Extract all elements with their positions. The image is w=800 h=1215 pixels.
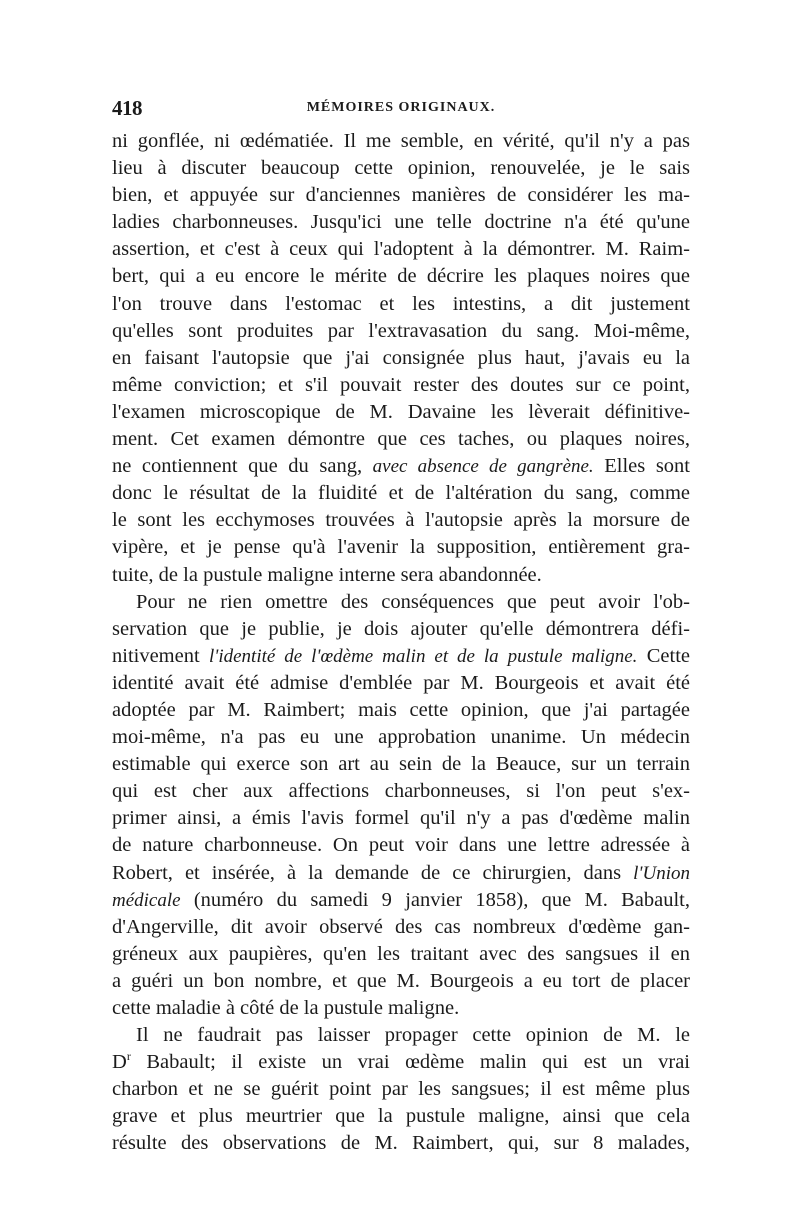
text-line: de nature charbonneuse. On peut voir dans une lettre adressée à <box>112 834 690 857</box>
text-line: assertion, et c'est à ceux qui l'adoptent à la démontrer. M. Raim- <box>112 238 690 261</box>
text-line: charbon et ne se guérit point par les sangsues; il est même plus <box>112 1078 690 1101</box>
text-line: grave et plus meurtrier que la pustule maligne, ainsi que cela <box>112 1105 690 1128</box>
text-line: servation que je publie, je dois ajouter qu'elle démontrera défi- <box>112 617 690 640</box>
text-line: moi-même, n'a pas eu une approbation unanime. Un médecin <box>112 726 690 749</box>
text-line: adoptée par M. Raimbert; mais cette opinion, que j'ai partagée <box>112 698 690 721</box>
page-header <box>112 96 690 124</box>
italic-phrase: l'identité de l'œdème malin et de la pustule maligne. <box>209 645 638 667</box>
text-line: estimable qui exerce son art au sein de la Beauce, sur un terrain <box>112 753 690 776</box>
text-line: identité avait été admise d'emblée par M. Bourgeois et avait été <box>112 671 690 694</box>
text-line: ni gonflée, ni œdématiée. Il me semble, en vérité, qu'il n'y a pas <box>112 130 690 152</box>
text-line: ne contiennent que du sang, avec absence de gangrène. Elles sont <box>112 455 690 478</box>
body-text <box>112 128 690 1158</box>
text-line: Robert, et insérée, à la demande de ce chirurgien, dans l'Union <box>112 861 690 884</box>
text-line: ment. Cet examen démontre que ces taches, ou plaques noires, <box>112 428 690 451</box>
italic-phrase: avec absence de gangrène. <box>372 456 594 478</box>
text-line: l'on trouve dans l'estomac et les intestins, a dit justement <box>112 292 690 315</box>
text-line: qui est cher aux affections charbonneuses, si l'on peut s'ex- <box>112 780 690 803</box>
text-line: nitivement l'identité de l'œdème malin et de la pustule maligne. Cette <box>112 644 690 667</box>
text-line: ladies charbonneuses. Jusqu'ici une telle doctrine n'a été qu'une <box>112 211 690 234</box>
text-line: gréneux aux paupières, qu'en les traitant avec des sangsues il en <box>112 942 690 965</box>
superscript: r <box>126 1049 131 1064</box>
text-line: résulte des observations de M. Raimbert, qui, sur 8 malades, <box>112 1132 690 1155</box>
text-line: bert, qui a eu encore le mérite de décrire les plaques noires que <box>112 265 690 288</box>
text-line: bien, et appuyée sur d'anciennes manières de considérer les ma- <box>112 184 690 207</box>
text-line: le sont les ecchymoses trouvées à l'autopsie après la morsure de <box>112 509 690 532</box>
running-head: MÉMOIRES ORIGINAUX. <box>306 100 496 115</box>
text-line: a guéri un bon nombre, et que M. Bourgeois a eu tort de placer <box>112 969 690 992</box>
text-line: Il ne faudrait pas laisser propager cette opinion de M. le <box>136 1024 690 1047</box>
text-line: qu'elles sont produites par l'extravasation du sang. Moi-même, <box>112 319 690 342</box>
text-line: $D^r$ Babault; il existe un vrai œdème malin qui est un vrai <box>112 1049 690 1074</box>
text-line: médicale (numéro du samedi 9 janvier 1858), que M. Babault, <box>112 888 690 911</box>
text-line: en faisant l'autopsie que j'ai consignée plus haut, j'avais eu la <box>112 346 690 369</box>
text-line: l'examen microscopique de M. Davaine les lèverait définitive- <box>112 400 690 423</box>
text-line: donc le résultat de la fluidité et de l'altération du sang, comme <box>112 482 690 505</box>
text-line: tuite, de la pustule maligne interne sera abandonnée. <box>112 563 542 586</box>
italic-phrase: l'Union <box>633 862 690 884</box>
text-line: Pour ne rien omettre des conséquences que peut avoir l'ob- <box>136 590 690 613</box>
text-line: vipère, et je pense qu'à l'avenir la supposition, entièrement gra- <box>112 536 690 559</box>
text-line: cette maladie à côté de la pustule maligne. <box>112 997 460 1019</box>
text-line: lieu à discuter beaucoup cette opinion, renouvelée, je le sais <box>112 157 690 180</box>
italic-phrase: médicale <box>112 889 181 911</box>
text-line: même conviction; et s'il pouvait rester des doutes sur ce point, <box>112 373 690 396</box>
text-line: d'Angerville, dit avoir observé des cas nombreux d'œdème gan- <box>112 915 690 938</box>
text-line: primer ainsi, a émis l'avis formel qu'il n'y a pas d'œdème malin <box>112 807 690 830</box>
page-number: 418 <box>112 96 142 120</box>
